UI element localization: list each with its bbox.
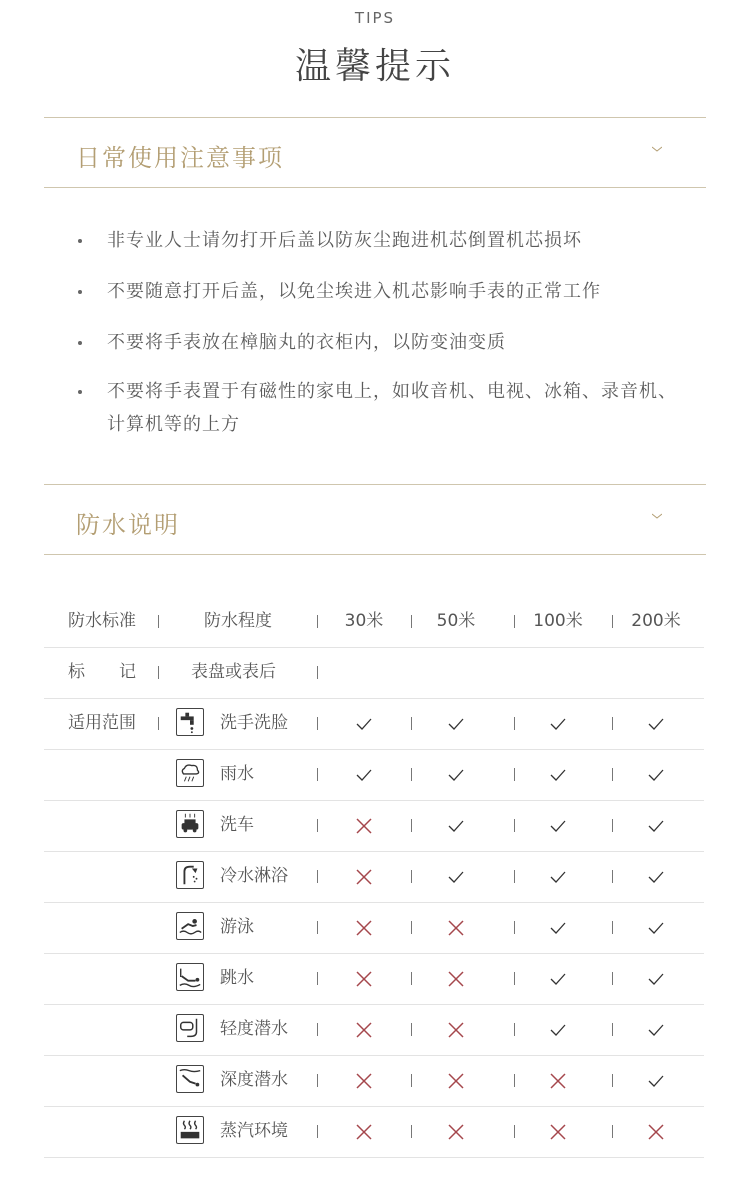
snorkel-icon <box>176 1014 204 1042</box>
check-icon <box>549 817 567 835</box>
cross-icon <box>549 1072 567 1090</box>
table-row <box>44 902 704 954</box>
column-separator <box>158 717 159 730</box>
column-separator <box>158 666 159 679</box>
section-title: 日常使用注意事项 <box>76 144 284 172</box>
column-separator <box>317 819 318 832</box>
diving-icon <box>176 963 204 991</box>
activity-name: 冷水淋浴 <box>220 866 288 886</box>
page-title: 温馨提示 <box>294 46 455 87</box>
column-separator <box>411 717 412 730</box>
bullet-icon <box>78 341 82 345</box>
check-icon <box>549 766 567 784</box>
section-waterproof[interactable] <box>44 484 706 555</box>
column-separator <box>514 717 515 730</box>
column-separator <box>612 717 613 730</box>
column-separator <box>411 972 412 985</box>
table-row <box>44 1004 704 1056</box>
mark-value: 表盘或表后 <box>191 662 276 682</box>
column-separator <box>317 921 318 934</box>
column-separator <box>317 1023 318 1036</box>
check-icon <box>647 817 665 835</box>
steam-icon <box>176 1116 204 1144</box>
table-mark-row <box>44 647 704 699</box>
swimming-icon <box>176 912 204 940</box>
table-row <box>44 851 704 903</box>
column-separator <box>411 768 412 781</box>
cross-icon <box>447 1123 465 1141</box>
table-header-row <box>44 596 704 648</box>
column-separator <box>514 870 515 883</box>
check-icon <box>549 970 567 988</box>
chevron-down-icon <box>652 511 662 521</box>
check-icon <box>355 715 373 733</box>
column-separator <box>411 819 412 832</box>
cross-icon <box>447 919 465 937</box>
column-separator <box>612 1074 613 1087</box>
check-icon <box>549 919 567 937</box>
cross-icon <box>447 970 465 988</box>
header-degree: 防水程度 <box>204 611 272 631</box>
check-icon <box>549 1021 567 1039</box>
column-separator <box>317 1074 318 1087</box>
section-title: 防水说明 <box>76 511 180 539</box>
cross-icon <box>355 817 373 835</box>
column-separator <box>514 1125 515 1138</box>
activity-name: 轻度潜水 <box>220 1019 288 1039</box>
cross-icon <box>447 1072 465 1090</box>
cross-icon <box>447 1021 465 1039</box>
column-separator <box>612 1023 613 1036</box>
check-icon <box>647 1072 665 1090</box>
section-daily-care[interactable] <box>44 117 706 188</box>
bullet-icon <box>78 239 82 243</box>
column-separator <box>612 870 613 883</box>
check-icon <box>447 715 465 733</box>
bullet-icon <box>78 390 82 394</box>
column-separator <box>514 1023 515 1036</box>
scope-label: 适用范围 <box>68 713 136 733</box>
table-row <box>44 749 704 801</box>
column-separator <box>514 615 515 628</box>
cross-icon <box>355 868 373 886</box>
chevron-down-icon <box>652 144 662 154</box>
shower-icon <box>176 861 204 889</box>
tips-label: TIPS <box>354 9 396 27</box>
column-separator <box>514 972 515 985</box>
mark-label: 标 记 <box>68 662 136 682</box>
column-separator <box>411 1125 412 1138</box>
cross-icon <box>355 970 373 988</box>
check-icon <box>355 766 373 784</box>
check-icon <box>647 715 665 733</box>
column-separator <box>317 717 318 730</box>
check-icon <box>447 817 465 835</box>
faucet-icon <box>176 708 204 736</box>
activity-name: 蒸汽环境 <box>220 1121 288 1141</box>
column-separator <box>411 615 412 628</box>
car-wash-icon <box>176 810 204 838</box>
table-row <box>44 1106 704 1158</box>
column-separator <box>514 819 515 832</box>
header-standard: 防水标准 <box>68 611 136 631</box>
activity-name: 洗手洗脸 <box>220 713 288 733</box>
table-row <box>44 800 704 852</box>
column-separator <box>411 870 412 883</box>
column-separator <box>317 615 318 628</box>
header-depth: 100米 <box>533 611 583 631</box>
column-separator <box>411 1074 412 1087</box>
column-separator <box>317 870 318 883</box>
rain-icon <box>176 759 204 787</box>
bullet-icon <box>78 290 82 294</box>
activity-name: 游泳 <box>220 917 254 937</box>
check-icon <box>647 766 665 784</box>
column-separator <box>411 1023 412 1036</box>
column-separator <box>514 768 515 781</box>
column-separator <box>317 666 318 679</box>
table-row <box>44 953 704 1005</box>
deep-dive-icon <box>176 1065 204 1093</box>
cross-icon <box>647 1123 665 1141</box>
column-separator <box>612 615 613 628</box>
check-icon <box>647 868 665 886</box>
column-separator <box>158 615 159 628</box>
table-row <box>44 698 704 750</box>
column-separator <box>612 972 613 985</box>
check-icon <box>647 970 665 988</box>
cross-icon <box>355 1021 373 1039</box>
column-separator <box>612 768 613 781</box>
header-depth: 30米 <box>344 611 384 631</box>
table-row <box>44 1055 704 1107</box>
activity-name: 洗车 <box>220 815 254 835</box>
column-separator <box>612 921 613 934</box>
check-icon <box>549 868 567 886</box>
check-icon <box>647 1021 665 1039</box>
column-separator <box>411 921 412 934</box>
column-separator <box>317 972 318 985</box>
cross-icon <box>355 1072 373 1090</box>
column-separator <box>317 1125 318 1138</box>
activity-name: 跳水 <box>220 968 254 988</box>
check-icon <box>447 766 465 784</box>
header-depth: 200米 <box>631 611 681 631</box>
header-depth: 50米 <box>436 611 476 631</box>
column-separator <box>612 1125 613 1138</box>
check-icon <box>447 868 465 886</box>
column-separator <box>514 921 515 934</box>
check-icon <box>647 919 665 937</box>
cross-icon <box>355 919 373 937</box>
column-separator <box>317 768 318 781</box>
cross-icon <box>549 1123 567 1141</box>
activity-name: 深度潜水 <box>220 1070 288 1090</box>
column-separator <box>514 1074 515 1087</box>
activity-name: 雨水 <box>220 764 254 784</box>
cross-icon <box>355 1123 373 1141</box>
check-icon <box>549 715 567 733</box>
column-separator <box>612 819 613 832</box>
